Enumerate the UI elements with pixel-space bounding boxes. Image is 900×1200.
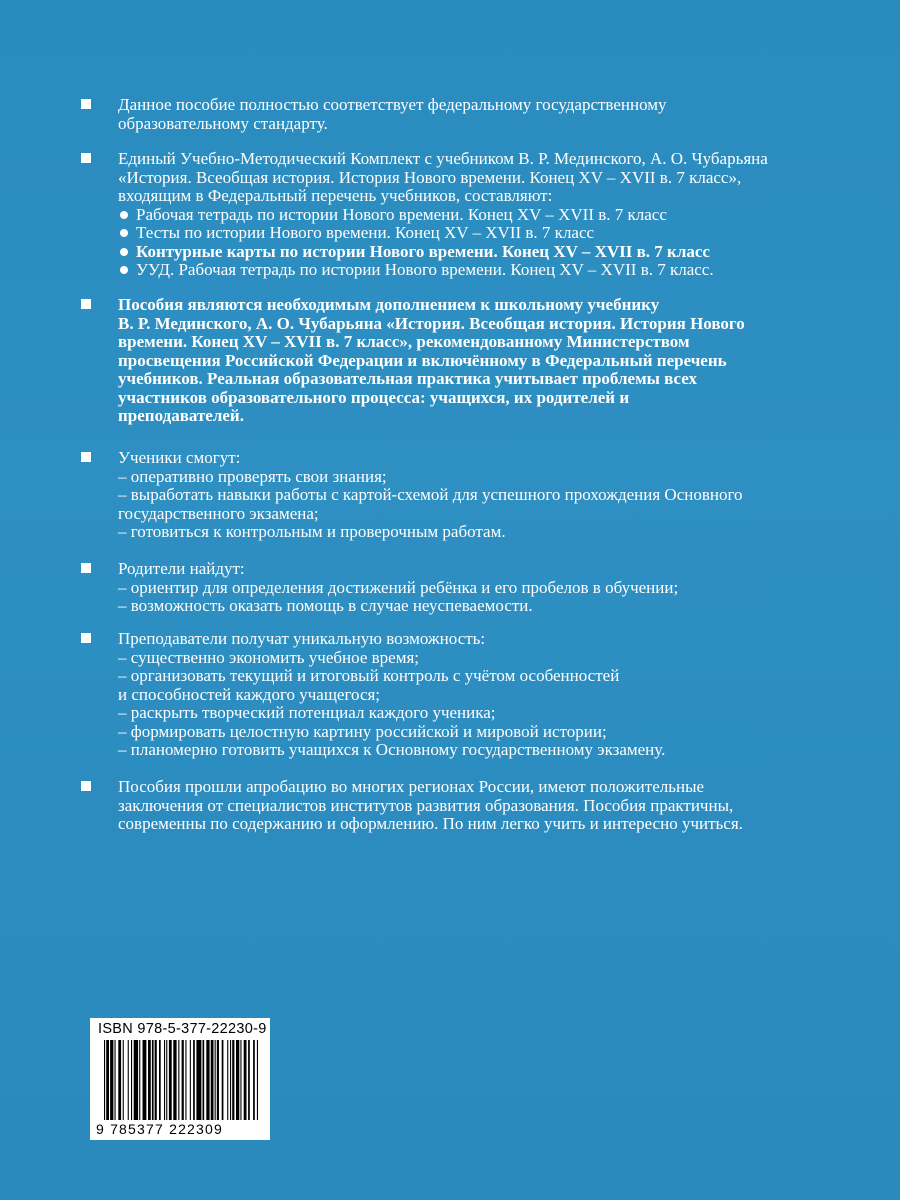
barcode-bars — [102, 1040, 260, 1120]
barcode-bar — [178, 1040, 179, 1120]
list-item — [120, 206, 768, 225]
round-bullet-icon — [120, 266, 128, 274]
barcode-bar — [115, 1040, 116, 1120]
text-line: участников образовательного процесса: учащихся, их родителей и — [118, 387, 630, 407]
ean-digits: 9 785377 222309 — [96, 1121, 223, 1137]
text-line: – возможность оказать помощь в случае неуспеваемости. — [118, 596, 533, 615]
barcode-bar — [190, 1040, 191, 1120]
square-bullet-icon — [81, 633, 91, 643]
text-line: преподавателей. — [118, 406, 244, 425]
paragraph-standard — [118, 96, 667, 133]
barcode-bar — [227, 1040, 228, 1120]
barcode-bar — [232, 1040, 234, 1120]
barcode-bar — [253, 1040, 255, 1120]
barcode-bar — [166, 1040, 167, 1120]
paragraph-parents — [118, 560, 678, 616]
barcode-bar — [159, 1040, 161, 1120]
text-line: – ориентир для определения достижений ребёнка и его пробелов в обучении; — [118, 577, 679, 597]
text-line: Пособия прошли апробацию во многих регионах России, имеют положительные — [118, 777, 705, 796]
barcode-bar — [236, 1040, 239, 1120]
square-bullet-icon — [81, 153, 91, 163]
text-line: Данное пособие полностью соответствует федеральному государственному — [118, 95, 667, 114]
barcode-bar — [173, 1040, 176, 1120]
barcode-bar — [230, 1040, 231, 1120]
text-line: времени. Конец XV – XVII в. 7 класс», рекомендованному Министерством — [118, 332, 690, 351]
text-line: – оперативно проверять свои знания; — [118, 466, 387, 486]
square-bullet-icon — [81, 563, 91, 573]
list-item-text: УУД. Рабочая тетрадь по истории Нового времени. Конец XV – XVII в. 7 класс. — [136, 260, 714, 279]
list-item-text: Рабочая тетрадь по истории Нового времени. Конец XV – XVII в. 7 класс — [136, 204, 667, 224]
barcode-bar — [217, 1040, 219, 1120]
text-line: Ученики смогут: — [118, 448, 241, 467]
barcode-bar — [164, 1040, 165, 1120]
text-line: – выработать навыки работы с картой-схемой для успешного прохождения Основного — [118, 485, 743, 504]
square-bullet-icon — [81, 781, 91, 791]
text-line: «История. Всеобщая история. История Нового времени. Конец XV – XVII в. 7 класс», — [118, 167, 742, 187]
barcode-bar — [143, 1040, 147, 1120]
barcode-bar — [104, 1040, 105, 1120]
text-line: Пособия являются необходимым дополнением к школьному учебнику — [118, 295, 660, 314]
text-line: – организовать текущий и итоговый контроль с учётом особенностей — [118, 666, 620, 685]
barcode-bar — [106, 1040, 109, 1120]
text-line: государственного экзамена; — [118, 503, 319, 523]
list-item-text: Тесты по истории Нового времени. Конец XV – XVII в. 7 класс — [136, 223, 595, 242]
list-item — [120, 224, 768, 243]
barcode-bar — [196, 1040, 201, 1120]
square-bullet-icon — [81, 99, 91, 109]
text-line: Родители найдут: — [118, 559, 245, 578]
barcode-bar — [206, 1040, 209, 1120]
barcode-bar — [123, 1040, 124, 1120]
text-line: В. Р. Мединского, А. О. Чубарьяна «История. Всеобщая история. История Нового — [118, 313, 745, 333]
text-line: Преподаватели получат уникальную возможность: — [118, 629, 486, 648]
list-item-text: Контурные карты по истории Нового времени. Конец XV – XVII в. 7 класс — [136, 241, 710, 261]
round-bullet-icon — [120, 248, 128, 256]
list-item-highlighted — [120, 243, 768, 262]
square-bullet-icon — [81, 299, 91, 309]
barcode-bar — [148, 1040, 151, 1120]
text-line: образовательному стандарту. — [118, 113, 328, 133]
text-line: и способностей каждого учащегося; — [118, 684, 381, 704]
barcode-bar — [118, 1040, 121, 1120]
barcode-bar — [169, 1040, 172, 1120]
barcode-bar — [131, 1040, 132, 1120]
barcode-bar — [248, 1040, 250, 1120]
barcode-bar — [240, 1040, 241, 1120]
barcode-bar — [155, 1040, 157, 1120]
text-line: просвещения Российской Федерации и включённому в Федеральный перечень — [118, 350, 727, 370]
round-bullet-icon — [120, 229, 128, 237]
text-line: – раскрыть творческий потенциал каждого ученика; — [118, 703, 496, 722]
barcode-bar — [128, 1040, 129, 1120]
text-line: заключения от специалистов институтов развития образования. Пособия практичны, — [118, 795, 734, 815]
text-line: современны по содержанию и оформлению. По ним легко учить и интересно учиться. — [118, 814, 743, 833]
barcode-bar — [193, 1040, 195, 1120]
barcode-bar — [222, 1040, 224, 1120]
text-line: Единый Учебно-Методический Комплект с учебником В. Р. Мединского, А. О. Чубарьяна — [118, 149, 768, 168]
barcode-bar — [244, 1040, 247, 1120]
paragraph-students — [118, 449, 743, 542]
barcode-bar — [110, 1040, 113, 1120]
barcode-label — [90, 1018, 270, 1140]
text-line: – формировать целостную картину российской и мировой истории; — [118, 721, 607, 741]
barcode-bar — [134, 1040, 138, 1120]
isbn-text: ISBN 978-5-377-22230-9 — [98, 1021, 267, 1037]
text-line: учебников. Реальная образовательная практика учитывает проблемы всех — [118, 369, 698, 388]
square-bullet-icon — [81, 452, 91, 462]
barcode-bar — [152, 1040, 154, 1120]
paragraph-supplement — [118, 296, 745, 426]
barcode-bar — [139, 1040, 140, 1120]
text-line: – существенно экономить учебное время; — [118, 647, 419, 667]
text-line: – планомерно готовить учащихся к Основному государственному экзамену. — [118, 740, 666, 759]
round-bullet-icon — [120, 211, 128, 219]
paragraph-approval — [118, 778, 743, 834]
list-item — [120, 261, 768, 280]
barcode-bar — [203, 1040, 205, 1120]
barcode-bar — [215, 1040, 216, 1120]
text-line: – готовиться к контрольным и проверочным работам. — [118, 522, 506, 541]
text-line: входящим в Федеральный перечень учебников, составляют: — [118, 186, 553, 205]
barcode-bar — [257, 1040, 258, 1120]
barcode-bar — [211, 1040, 214, 1120]
barcode-bar — [185, 1040, 186, 1120]
paragraph-teachers — [118, 630, 665, 760]
barcode-bar — [182, 1040, 184, 1120]
paragraph-umk — [118, 150, 768, 280]
